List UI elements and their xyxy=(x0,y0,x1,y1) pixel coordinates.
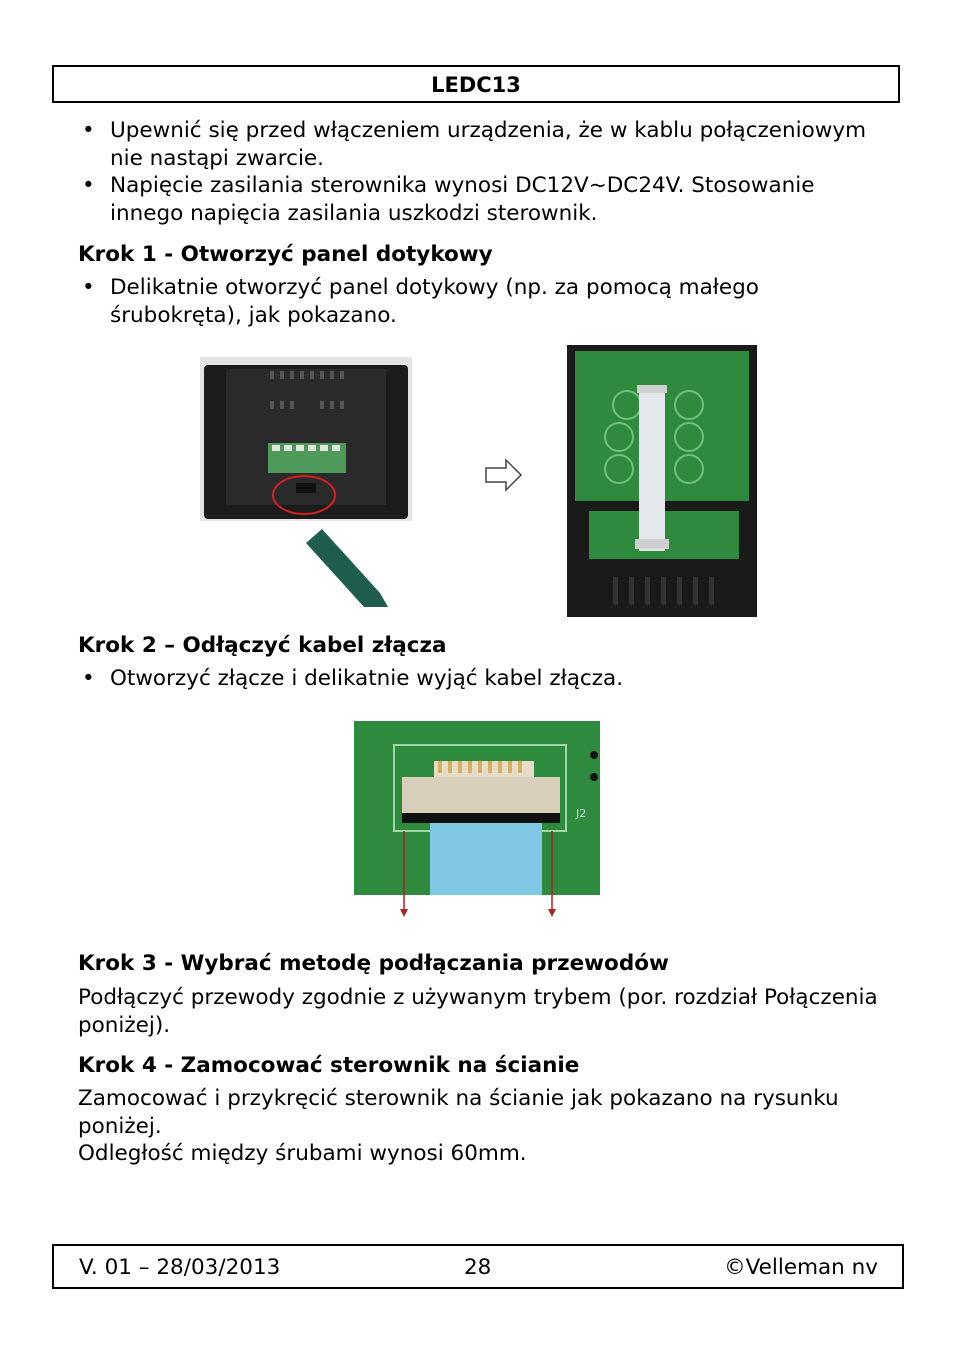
list-item: • Upewnić się przed włączeniem urządzenia, że w kablu połączeniowym nie nastąpi zwarcie. xyxy=(82,118,867,171)
step2-heading: Krok 2 – Odłączyć kabel złącza xyxy=(78,633,447,658)
device-back-photo xyxy=(200,357,412,609)
bullet-icon: • xyxy=(82,173,95,198)
copyright: ©Velleman nv xyxy=(724,1255,878,1280)
step3-text: Podłączyć przewody zgodnie z używanym trybem (por. rozdział Połączenia poniżej). xyxy=(78,985,878,1038)
connector-closeup-photo xyxy=(354,721,600,921)
opened-panel-photo xyxy=(567,345,757,617)
list-item: • Napięcie zasilania sterownika wynosi DC12V~DC24V. Stosowanie innego napięcia zasilania uszkodzi sterownik. xyxy=(82,173,815,226)
step1-bullet-list xyxy=(78,274,878,329)
list-item: • Otworzyć złącze i delikatnie wyjąć kabel złącza. xyxy=(82,666,624,691)
step2-bullet-list xyxy=(78,665,878,693)
intro-bullet-list xyxy=(78,117,878,227)
step4-text: Zamocować i przykręcić sterownik na ścianie jak pokazano na rysunku poniżej. xyxy=(78,1086,839,1139)
document-title: LEDC13 xyxy=(431,73,521,97)
step4-heading: Krok 4 - Zamocować sterownik na ścianie xyxy=(78,1053,580,1078)
connector-label: J2 xyxy=(576,807,587,820)
bullet-icon: • xyxy=(82,275,95,300)
step4-distance-text: Odległość między śrubami wynosi 60mm. xyxy=(78,1141,527,1166)
bullet-icon: • xyxy=(82,118,95,143)
page-number: 28 xyxy=(464,1255,492,1280)
list-item: • Delikatnie otworzyć panel dotykowy (np. za pomocą małego śrubokręta), jak pokazano. xyxy=(82,275,759,328)
bullet-icon: • xyxy=(82,666,95,691)
arrow-right-icon xyxy=(484,458,524,492)
page-header xyxy=(52,65,900,103)
version-date: V. 01 – 28/03/2013 xyxy=(79,1255,281,1280)
step1-heading: Krok 1 - Otworzyć panel dotykowy xyxy=(78,242,493,267)
step3-heading: Krok 3 - Wybrać metodę podłączania przewodów xyxy=(78,951,669,976)
page-footer xyxy=(52,1244,904,1289)
